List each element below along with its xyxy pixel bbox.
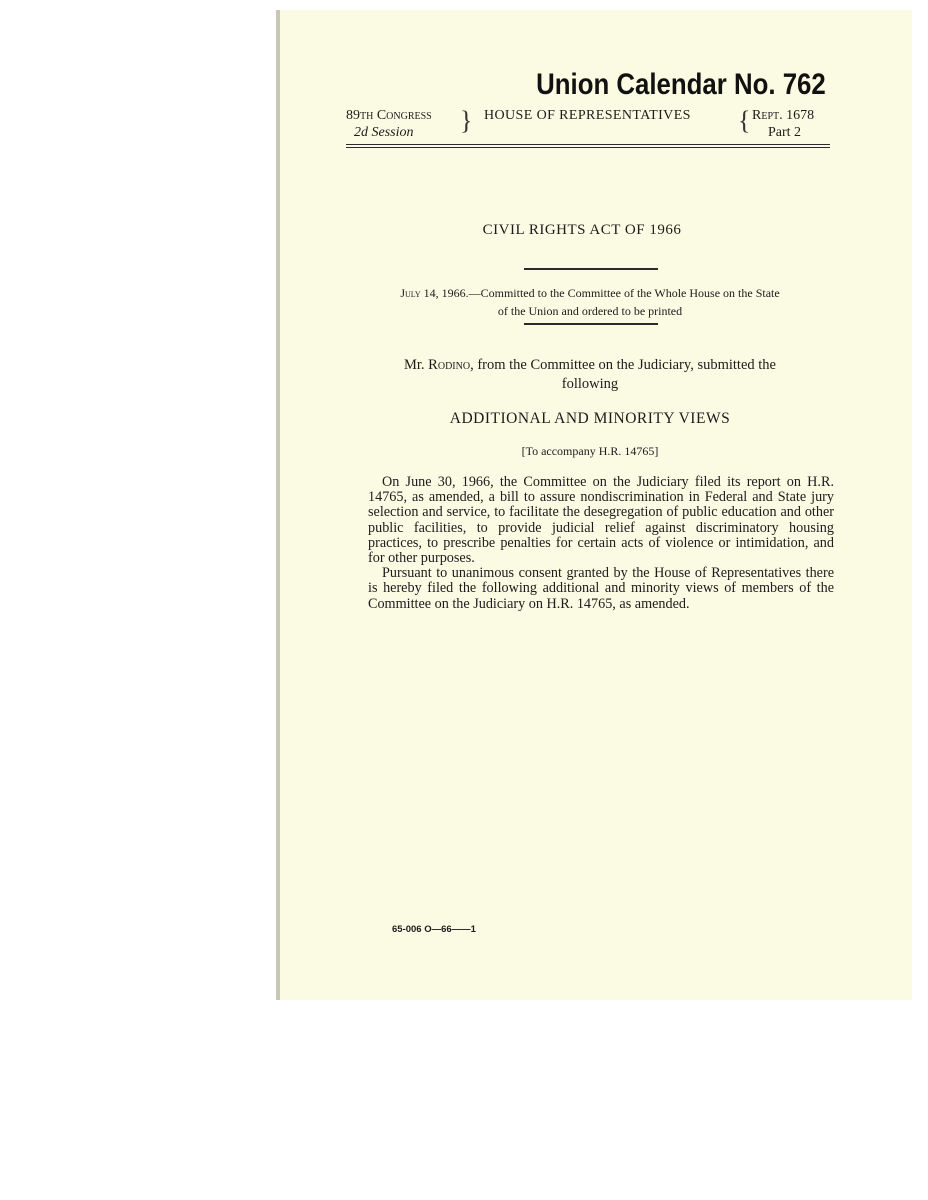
submitted-prefix: Mr. [404, 357, 425, 373]
member-name: Rodino [428, 357, 471, 373]
submitted-statement [340, 356, 840, 394]
submitted-rest: , from the Committee on the Judiciary, submitted the [470, 357, 776, 373]
union-calendar-number: Union Calendar No. 762 [536, 68, 826, 101]
paragraph-2: Pursuant to unanimous consent granted by the House of Representatives there is hereby filed the following additional and minority views of members of the Committee on the Judiciary on H.R. 14765, as amended. [368, 565, 834, 612]
committed-date: July 14, 1966. [400, 286, 469, 300]
act-title: CIVIL RIGHTS ACT OF 1966 [482, 222, 682, 238]
congress-label [346, 108, 432, 124]
committed-notice [340, 284, 840, 320]
divider-2 [524, 323, 658, 325]
document-page [276, 10, 912, 1000]
report-number: Rept. 1678 [752, 108, 815, 123]
session-label: 2d Session [354, 125, 414, 140]
views-title: ADDITIONAL AND MINORITY VIEWS [449, 410, 731, 427]
accompany-note: [To accompany H.R. 14765] [521, 444, 659, 458]
paragraph-1: On June 30, 1966, the Committee on the Judiciary filed its report on H.R. 14765, as amended, a bill to assure nondiscrimination in Federal and State jury selection and service, to facilitate the desegregation of public education and other public facilities, to provide judicial relief against discriminatory housing practices, to prescribe penalties for certain acts of violence or intimidation, and for other purposes. [368, 474, 834, 567]
committed-text-2: of the Union and ordered to be printed [497, 304, 683, 318]
header-rule-bottom [346, 147, 830, 148]
divider-1 [524, 268, 658, 270]
congress-number: 89th Congress [346, 108, 432, 123]
chamber-name: HOUSE OF REPRESENTATIVES [484, 108, 691, 123]
submitted-line-2: following [561, 376, 619, 392]
left-brace-icon: } [460, 106, 473, 135]
print-code: 65-006 O—66——1 [392, 924, 476, 935]
body-text [368, 475, 834, 612]
header-rule-top [346, 144, 830, 145]
report-part: Part 2 [768, 125, 802, 140]
committed-text: —Committed to the Committee of the Whole House on the State [468, 286, 780, 300]
right-brace-icon: { [738, 106, 751, 135]
